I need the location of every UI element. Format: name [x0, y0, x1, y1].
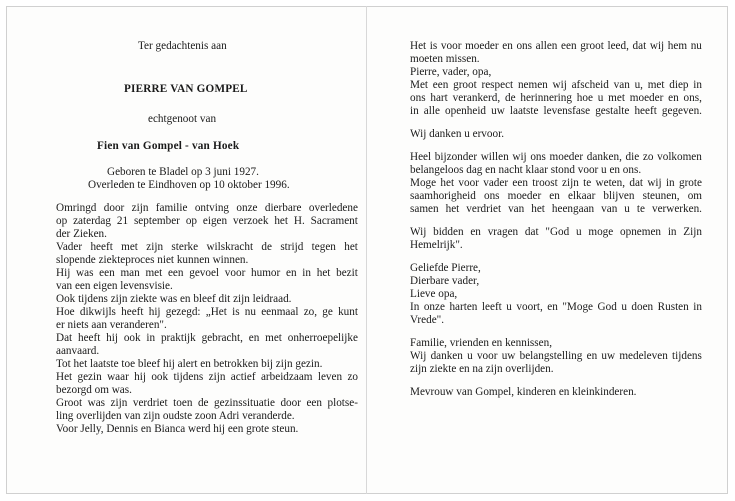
word: Hij — [56, 267, 71, 279]
word: uw — [601, 350, 616, 362]
word: "Moge — [562, 301, 594, 313]
word: willen — [480, 151, 509, 163]
word: harten — [449, 301, 478, 313]
word: de — [261, 241, 272, 253]
word: zo — [347, 371, 358, 383]
text-line — [410, 79, 702, 92]
word: het — [316, 267, 331, 279]
text-line: Vrede". — [410, 314, 445, 326]
deceased-name: PIERRE VAN GOMPEL — [124, 83, 248, 95]
word: met — [608, 92, 625, 104]
birth-line: Geboren te Bladel op 3 juni 1927. — [107, 166, 259, 178]
word: en — [547, 301, 558, 313]
word: met — [145, 267, 163, 279]
word: gevoel — [189, 267, 220, 279]
word: zijn — [110, 397, 128, 409]
text-line — [56, 267, 358, 280]
word: voor — [224, 267, 246, 279]
text-line: zijn ziekte en na zijn overlijden. — [410, 363, 554, 375]
word: nu — [690, 40, 702, 52]
word: toen — [173, 397, 193, 409]
word: wij — [647, 177, 662, 189]
card-fold-line — [366, 6, 367, 494]
word: het — [274, 215, 288, 227]
word: hij — [148, 306, 161, 318]
text-line — [410, 151, 702, 164]
text-line — [410, 40, 702, 53]
word: u — [467, 350, 473, 362]
word: openheid — [445, 105, 487, 117]
word: hart — [430, 92, 448, 104]
word: eigen — [202, 215, 228, 227]
word: danken, — [586, 151, 622, 163]
word: ook — [151, 371, 169, 383]
word: kunt — [338, 306, 358, 318]
word: wilskracht — [206, 241, 254, 253]
word: ons — [530, 151, 546, 163]
word: wij — [649, 40, 665, 52]
word: door — [103, 202, 125, 214]
word: hij — [106, 332, 118, 344]
word: dikwijls — [79, 306, 116, 318]
word: te — [583, 177, 592, 189]
word: september — [133, 215, 180, 227]
word: Met — [410, 79, 429, 91]
word: Het — [410, 40, 427, 52]
word: plotse- — [327, 397, 358, 409]
word: een — [561, 40, 577, 52]
word: sterke — [171, 241, 199, 253]
text-line — [410, 350, 702, 363]
word: heeft — [77, 332, 101, 344]
text-line — [56, 215, 358, 228]
word: en — [586, 350, 598, 362]
word: praktijk — [160, 332, 196, 344]
word: leven — [317, 371, 343, 383]
word: is — [232, 306, 240, 318]
word: om — [687, 190, 702, 202]
word: Rusten — [657, 301, 689, 313]
word: Hoe — [56, 306, 75, 318]
word: in — [667, 226, 677, 238]
word: u, — [634, 79, 643, 91]
word: in — [146, 332, 156, 344]
word: overledene — [308, 202, 358, 214]
word: het — [531, 203, 545, 215]
word: onze — [236, 202, 258, 214]
word: dierbare — [264, 202, 302, 214]
word: zo, — [303, 306, 318, 318]
word: u — [506, 301, 512, 313]
word: „Het — [205, 306, 227, 318]
word: wij — [512, 151, 527, 163]
word: God — [597, 301, 617, 313]
word: ons, — [683, 92, 702, 104]
word: Vader — [56, 241, 83, 253]
text-line — [56, 371, 358, 384]
word: u — [597, 92, 604, 104]
text-line: Lieve opa, — [410, 288, 458, 300]
text-line — [410, 177, 702, 190]
word: Wij — [410, 350, 427, 362]
word: van — [613, 79, 630, 91]
word: u — [624, 203, 630, 215]
word: zijn — [131, 202, 149, 214]
word: het — [344, 241, 358, 253]
word: zaterdag — [73, 215, 111, 227]
word: dat — [629, 177, 644, 189]
word: Het — [56, 371, 73, 383]
word: leeft — [481, 301, 502, 313]
word: te — [636, 203, 645, 215]
word: H. — [293, 215, 305, 227]
text-line: Dierbare vader, — [410, 275, 480, 287]
word: "God — [545, 226, 570, 238]
word: gezin — [77, 371, 102, 383]
text-line: Familie, vrienden en kennissen, — [410, 337, 552, 349]
text-line — [410, 203, 702, 216]
word: gebracht, — [201, 332, 243, 344]
text-line: Wij danken u ervoor. — [410, 128, 504, 140]
word: moeder — [549, 151, 584, 163]
word: bijzonder — [434, 151, 478, 163]
word: op — [56, 215, 68, 227]
word: dat — [524, 226, 539, 238]
word: uw — [491, 105, 505, 117]
word: heeft — [90, 241, 113, 253]
word: leed, — [607, 40, 629, 52]
word: elkaar — [567, 190, 596, 202]
word: heeft — [634, 105, 657, 117]
word: man — [120, 267, 140, 279]
word: een — [306, 397, 322, 409]
word: met — [265, 332, 282, 344]
word: hij — [134, 371, 146, 383]
word: voor — [476, 350, 498, 362]
word: weten, — [595, 177, 626, 189]
word: levensfase — [543, 105, 591, 117]
word: groot — [453, 79, 477, 91]
word: moeder — [507, 190, 542, 202]
word: gegeven. — [661, 105, 702, 117]
word: saamhorigheid — [410, 190, 476, 202]
word: familie — [155, 202, 188, 214]
word: medeleven — [619, 350, 668, 362]
word: zo — [642, 151, 654, 163]
intro-text: Ter gedachtenis aan — [138, 40, 227, 52]
word: ge — [322, 306, 333, 318]
word: moeder — [465, 40, 499, 52]
word: Omringd — [56, 202, 97, 214]
word: afscheid — [571, 79, 609, 91]
text-line: van een eigen levensvisie. — [56, 280, 173, 292]
death-line: Overleden te Eindhoven op 10 oktober 1996. — [88, 179, 290, 191]
word: ons — [516, 40, 532, 52]
word: gezinssituatie — [214, 397, 275, 409]
word: steunen, — [642, 190, 680, 202]
text-line: Mevrouw van Gompel, kinderen en kleinkinderen. — [410, 386, 637, 398]
word: humor — [251, 267, 281, 279]
word: met — [647, 79, 665, 91]
word: doen — [631, 301, 654, 313]
word: was — [87, 397, 106, 409]
word: verwerken. — [651, 203, 702, 215]
word: voort, — [516, 301, 543, 313]
word: de — [197, 397, 209, 409]
word: een — [432, 79, 449, 91]
word: hoe — [576, 92, 593, 104]
word: heengaan — [551, 203, 595, 215]
word: nemen — [517, 79, 548, 91]
word: danken — [430, 350, 463, 362]
word: was — [76, 267, 94, 279]
word: het — [445, 203, 460, 215]
word: verdriet — [132, 397, 168, 409]
word: 21 — [116, 215, 129, 227]
word: een — [167, 267, 184, 279]
word: groot — [580, 40, 604, 52]
word: respect — [481, 79, 514, 91]
text-line: aanvaard. — [56, 345, 100, 357]
word: waar — [107, 371, 129, 383]
word: onherroepelijke — [287, 332, 358, 344]
word: actief — [230, 371, 256, 383]
word: vader — [483, 177, 509, 189]
word: moeder — [629, 92, 664, 104]
text-line — [56, 202, 358, 215]
word: arbeidzaam — [260, 371, 313, 383]
word: grote — [678, 177, 702, 189]
word: samen — [410, 203, 439, 215]
word: belangstelling — [519, 350, 583, 362]
word: gezegd: — [165, 306, 201, 318]
word: voor — [440, 40, 462, 52]
word: wij — [552, 79, 567, 91]
word: opnemen — [620, 226, 662, 238]
word: van — [508, 203, 525, 215]
text-line: Hemelrijk". — [410, 239, 463, 251]
text-line — [410, 92, 702, 105]
word: die — [625, 151, 640, 163]
text-line: der Zieken. — [56, 228, 107, 240]
word: van — [601, 203, 618, 215]
text-line — [410, 226, 702, 239]
word: herinnering — [520, 92, 572, 104]
word: zijn — [146, 241, 164, 253]
word: een — [99, 267, 115, 279]
text-line: Tot het laatste toe bleef hij alert en betrokken bij zijn gezin. — [56, 358, 323, 370]
word: troost — [532, 177, 558, 189]
word: en — [502, 40, 513, 52]
word: op — [185, 215, 197, 227]
word: vragen — [487, 226, 519, 238]
word: u — [576, 226, 582, 238]
text-line — [410, 105, 702, 118]
word: Wij — [410, 226, 427, 238]
word: ontving — [194, 202, 230, 214]
word: ons — [483, 190, 500, 202]
word: laatste — [509, 105, 539, 117]
word: zijn — [208, 371, 226, 383]
word: alle — [423, 105, 440, 117]
word: Sacrament — [310, 215, 358, 227]
word: een — [512, 177, 528, 189]
spouse-name: Fien van Gompel - van Hoek — [97, 140, 240, 152]
word: in — [693, 301, 702, 313]
text-line: Pierre, vader, opa, — [410, 66, 492, 78]
word: en — [549, 190, 560, 202]
text-line — [56, 306, 358, 319]
word: bezit — [336, 267, 358, 279]
word: nu — [244, 306, 256, 318]
word: eenmaal — [261, 306, 299, 318]
word: allen — [535, 40, 558, 52]
word: Moge — [410, 177, 437, 189]
text-line: ling overlijden van zijn oudste zoon Adri veranderde. — [56, 410, 295, 422]
word: Zijn — [683, 226, 702, 238]
word: u — [621, 301, 627, 313]
word: in — [665, 177, 675, 189]
text-line — [410, 190, 702, 203]
word: bidden — [433, 226, 464, 238]
word: gestalte — [595, 105, 630, 117]
word: tijdens — [173, 371, 204, 383]
word: en — [668, 92, 679, 104]
text-line — [56, 397, 358, 410]
word: Groot — [56, 397, 83, 409]
text-line — [410, 301, 702, 314]
word: is — [429, 40, 438, 52]
word: volkomen — [657, 151, 702, 163]
word: en — [248, 332, 260, 344]
word: verzoek — [233, 215, 269, 227]
word: zijn — [562, 177, 579, 189]
text-line — [56, 241, 358, 254]
word: strijd — [280, 241, 304, 253]
word: In — [410, 301, 420, 313]
text-line: Geliefde Pierre, — [410, 262, 481, 274]
word: Dat — [56, 332, 73, 344]
word: blijven — [603, 190, 635, 202]
word: met — [121, 241, 138, 253]
word: diep — [669, 79, 689, 91]
word: door — [280, 397, 301, 409]
word: tegen — [311, 241, 336, 253]
text-line: Ook tijdens zijn ziekte was en bleef dit zijn leidraad. — [56, 293, 292, 305]
word: ons — [410, 92, 426, 104]
word: in — [410, 105, 419, 117]
word: dat — [632, 40, 647, 52]
word: moge — [588, 226, 614, 238]
word: het — [440, 177, 455, 189]
word: in — [693, 79, 702, 91]
word: en — [285, 267, 297, 279]
word: Heel — [410, 151, 432, 163]
text-line: Voor Jelly, Dennis en Bianca werd hij een grote steun. — [56, 423, 299, 435]
text-line: belangeloos dag en nacht klaar stond voor u en ons. — [410, 164, 642, 176]
word: en — [470, 226, 481, 238]
word: ook — [123, 332, 141, 344]
word: de — [504, 92, 516, 104]
word: heeft — [121, 306, 144, 318]
word: uw — [501, 350, 516, 362]
word: tijdens — [672, 350, 702, 362]
word: in — [302, 267, 311, 279]
text-line — [56, 332, 358, 345]
text-line: moeten missen. — [410, 53, 480, 65]
word: hem — [667, 40, 688, 52]
text-line: bezorgd om was. — [56, 384, 132, 396]
text-line: er niets aan veranderen". — [56, 319, 167, 331]
word: onze — [423, 301, 445, 313]
text-line: slopende ziekteproces niet kunnen winnen. — [56, 254, 249, 266]
word: voor — [458, 177, 479, 189]
spouse-intro: echtgenoot van — [148, 113, 217, 125]
word: verankerd, — [452, 92, 501, 104]
word: verdriet — [466, 203, 502, 215]
